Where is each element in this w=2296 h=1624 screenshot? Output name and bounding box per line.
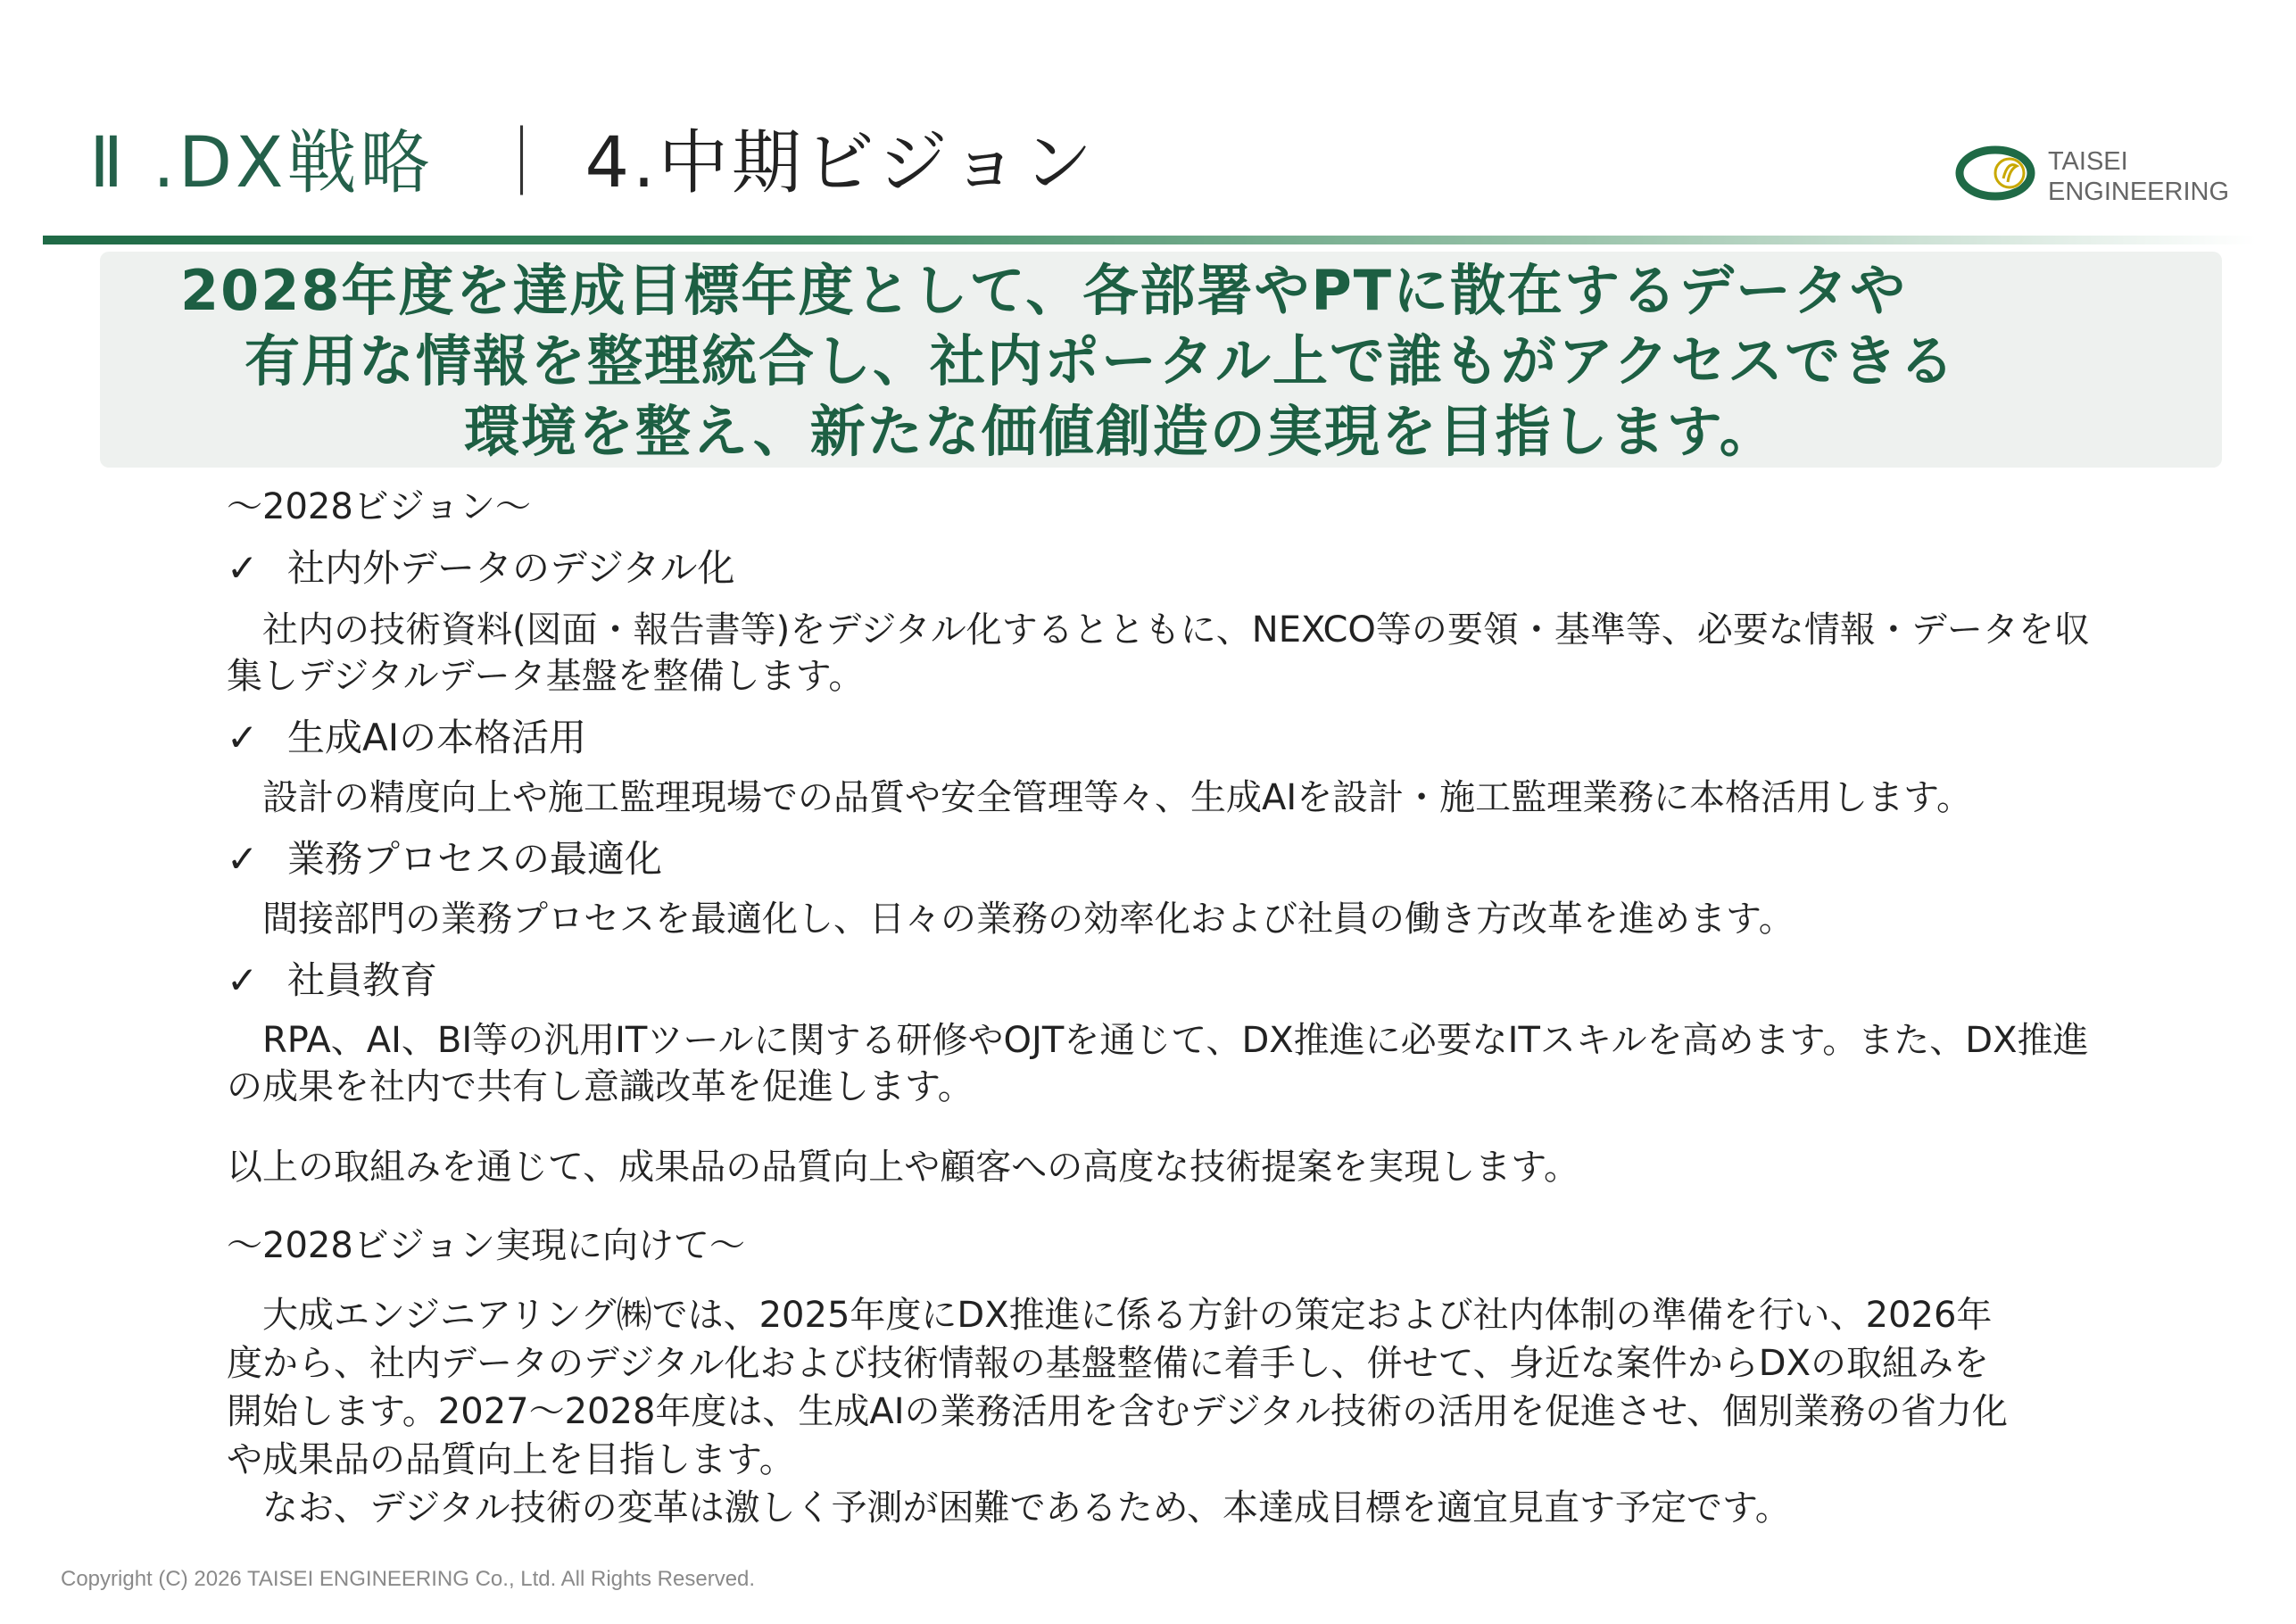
logo-mark-icon (1954, 143, 2043, 214)
roadmap-line: 開始します。2027～2028年度は、生成AIの業務活用を含むデジタル技術の活用を促進させ、個別業務の省力化 (227, 1391, 2008, 1432)
roadmap-line: 度から、社内データのデジタル化および技術情報の基盤整備に着手し、併せて、身近な案件からDXの取組みを (227, 1343, 1990, 1384)
vision-item-4 (227, 957, 437, 1005)
title-separator: ｜ (486, 123, 560, 203)
header-divider (43, 236, 2256, 244)
page-title (89, 120, 1096, 206)
roadmap-line: や成果品の品質向上を目指します。 (227, 1439, 795, 1480)
headline-line-3: 環境を整え、新たな価値創造の実現を目指します。 (464, 399, 1777, 464)
check-icon: ✓ (227, 958, 259, 1002)
headline-line-2: 有用な情報を整理統合し、社内ポータル上で誰もがアクセスできる (245, 328, 1957, 394)
vision-item-title: 社内外データのデジタル化 (287, 546, 735, 590)
vision-item-desc: RPA、AI、BI等の汎用ITツールに関する研修やOJTを通じて、DX推進に必要なITスキルを高めます。また、DX推進 (227, 1020, 2089, 1061)
section-number: Ⅱ .DX戦略 (89, 123, 434, 203)
logo-line-1: TAISEI (2048, 147, 2128, 176)
roadmap-line: 大成エンジニアリング㈱では、2025年度にDX推進に係る方針の策定および社内体制の準備を行い、2026年 (227, 1295, 1993, 1336)
vision-heading: ～2028ビジョン～ (227, 486, 531, 527)
copyright-notice: Copyright (C) 2026 TAISEI ENGINEERING Co., Ltd. All Rights Reserved. (61, 1567, 756, 1591)
vision-item-2 (227, 714, 586, 762)
check-icon: ✓ (227, 837, 259, 881)
vision-item-desc: 間接部門の業務プロセスを最適化し、日々の業務の効率化および社員の働き方改革を進めます。 (227, 899, 1795, 940)
roadmap-heading: ～2028ビジョン実現に向けて～ (227, 1225, 745, 1266)
vision-item-desc: 社内の技術資料(図面・報告書等)をデジタル化するとともに、NEXCO等の要領・基準等、必要な情報・データを収 (227, 609, 2090, 650)
check-icon: ✓ (227, 716, 259, 759)
vision-item-desc: の成果を社内で共有し意識改革を促進します。 (227, 1066, 974, 1107)
headline-line-1: 2028年度を達成目標年度として、各部署やPTに散在するデータや (180, 258, 1908, 323)
vision-item-title: 業務プロセスの最適化 (287, 837, 663, 881)
vision-item-desc: 集しデジタルデータ基盤を整備します。 (227, 656, 865, 697)
logo-wordmark (2048, 146, 2229, 207)
vision-item-desc: 設計の精度向上や施工監理現場での品質や安全管理等々、生成AIを設計・施工監理業務に本格活用します。 (227, 777, 1972, 818)
roadmap-line: なお、デジタル技術の変革は激しく予測が困難であるため、本達成目標を適宜見直す予定です。 (227, 1487, 1791, 1529)
company-logo (1954, 143, 2249, 214)
vision-item-title: 生成AIの本格活用 (287, 716, 587, 759)
vision-item-3 (227, 835, 662, 883)
logo-line-2: ENGINEERING (2048, 178, 2230, 206)
vision-summary: 以上の取組みを通じて、成果品の品質向上や顧客への高度な技術提案を実現します。 (227, 1147, 1579, 1188)
vision-item-1 (227, 544, 734, 592)
check-icon: ✓ (227, 546, 259, 590)
section-subtitle: 4.中期ビジョン (584, 123, 1097, 203)
vision-item-title: 社員教育 (287, 958, 438, 1002)
